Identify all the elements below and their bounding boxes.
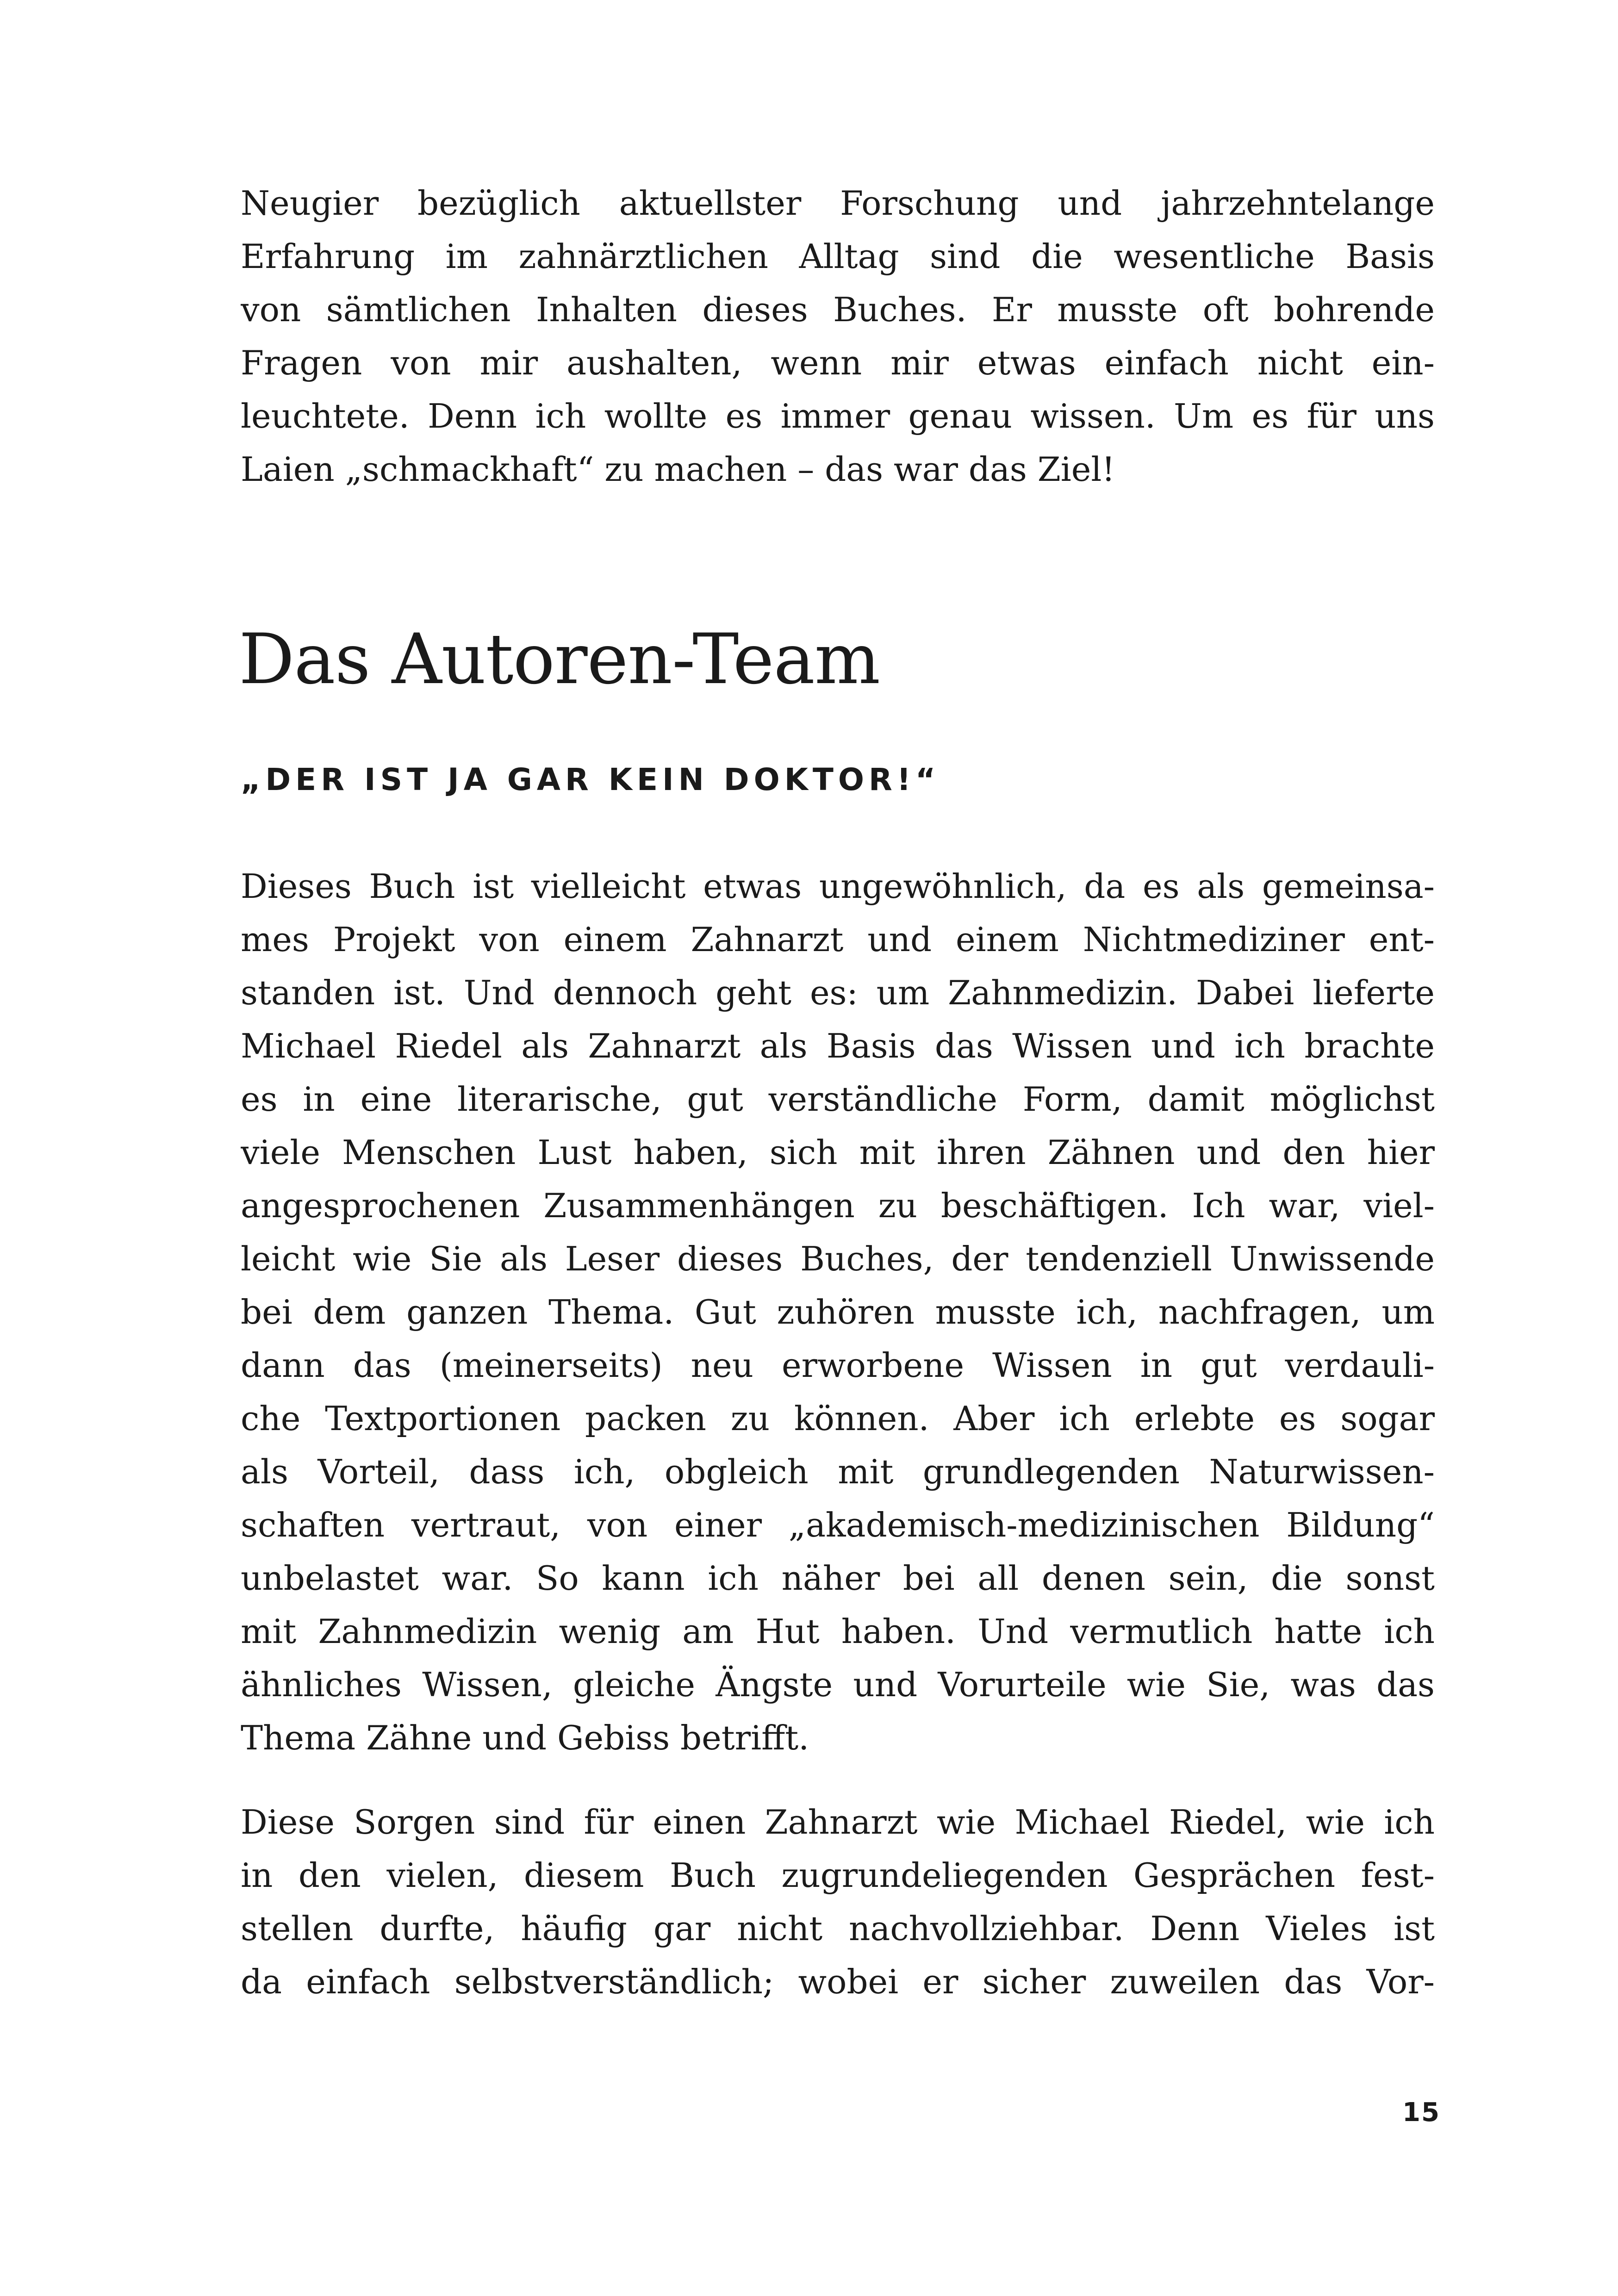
body-paragraph-1 bbox=[241, 860, 1435, 1765]
text-line: Erfahrung im zahnärztlichen Alltag sind die wesentliche Basis bbox=[241, 237, 1435, 276]
text-line: viele Menschen Lust haben, sich mit ihren Zähnen und den hier bbox=[241, 1133, 1435, 1172]
text-line: che Textportionen packen zu können. Aber ich erlebte es sogar bbox=[241, 1399, 1435, 1438]
section-heading: Das Autoren-Team bbox=[239, 619, 880, 700]
intro-paragraph bbox=[241, 177, 1435, 496]
text-line: ähnliches Wissen, gleiche Ängste und Vorurteile wie Sie, was das bbox=[241, 1665, 1435, 1704]
text-line: Thema Zähne und Gebiss betrifft. bbox=[241, 1718, 809, 1757]
text-line: Neugier bezüglich aktuellster Forschung und jahrzehntelange bbox=[241, 184, 1435, 223]
text-line: da einfach selbstverständlich; wobei er sicher zuweilen das Vor- bbox=[241, 1962, 1435, 2001]
text-line: leicht wie Sie als Leser dieses Buches, der tendenziell Unwissende bbox=[241, 1239, 1435, 1278]
text-line: standen ist. Und dennoch geht es: um Zahnmedizin. Dabei lieferte bbox=[241, 973, 1435, 1012]
text-line: bei dem ganzen Thema. Gut zuhören musste ich, nachfragen, um bbox=[241, 1293, 1435, 1332]
text-line: angesprochenen Zusammenhängen zu beschäftigen. Ich war, viel- bbox=[241, 1186, 1435, 1225]
text-line: Laien „schmackhaft“ zu machen – das war das Ziel! bbox=[241, 450, 1115, 489]
text-line: in den vielen, diesem Buch zugrundeliegenden Gesprächen fest- bbox=[241, 1856, 1435, 1895]
text-line: mit Zahnmedizin wenig am Hut haben. Und vermutlich hatte ich bbox=[241, 1612, 1435, 1651]
body-paragraph-2 bbox=[241, 1796, 1435, 2009]
section-subheading: „DER IST JA GAR KEIN DOKTOR!“ bbox=[241, 762, 940, 797]
text-line: es in eine literarische, gut verständliche Form, damit möglichst bbox=[241, 1080, 1435, 1119]
text-line: von sämtlichen Inhalten dieses Buches. Er musste oft bohrende bbox=[241, 290, 1435, 329]
page-number: 15 bbox=[1402, 2097, 1440, 2128]
text-line: unbelastet war. So kann ich näher bei all denen sein, die sonst bbox=[241, 1559, 1435, 1598]
text-line: schaften vertraut, von einer „akademisch-medizinischen Bildung“ bbox=[241, 1506, 1435, 1544]
text-line: Dieses Buch ist vielleicht etwas ungewöhnlich, da es als gemeinsa- bbox=[241, 867, 1435, 906]
text-line: Michael Riedel als Zahnarzt als Basis das Wissen und ich brachte bbox=[241, 1027, 1435, 1065]
text-line: Diese Sorgen sind für einen Zahnarzt wie Michael Riedel, wie ich bbox=[241, 1803, 1435, 1842]
text-line: als Vorteil, dass ich, obgleich mit grundlegenden Naturwissen- bbox=[241, 1452, 1435, 1491]
text-line: dann das (meinerseits) neu erworbene Wissen in gut verdauli- bbox=[241, 1346, 1435, 1385]
text-line: Fragen von mir aushalten, wenn mir etwas einfach nicht ein- bbox=[241, 343, 1435, 382]
text-line: stellen durfte, häufig gar nicht nachvollziehbar. Denn Vieles ist bbox=[241, 1909, 1435, 1948]
text-line: leuchtete. Denn ich wollte es immer genau wissen. Um es für uns bbox=[241, 397, 1435, 436]
text-line: mes Projekt von einem Zahnarzt und einem Nichtmediziner ent- bbox=[241, 920, 1435, 959]
